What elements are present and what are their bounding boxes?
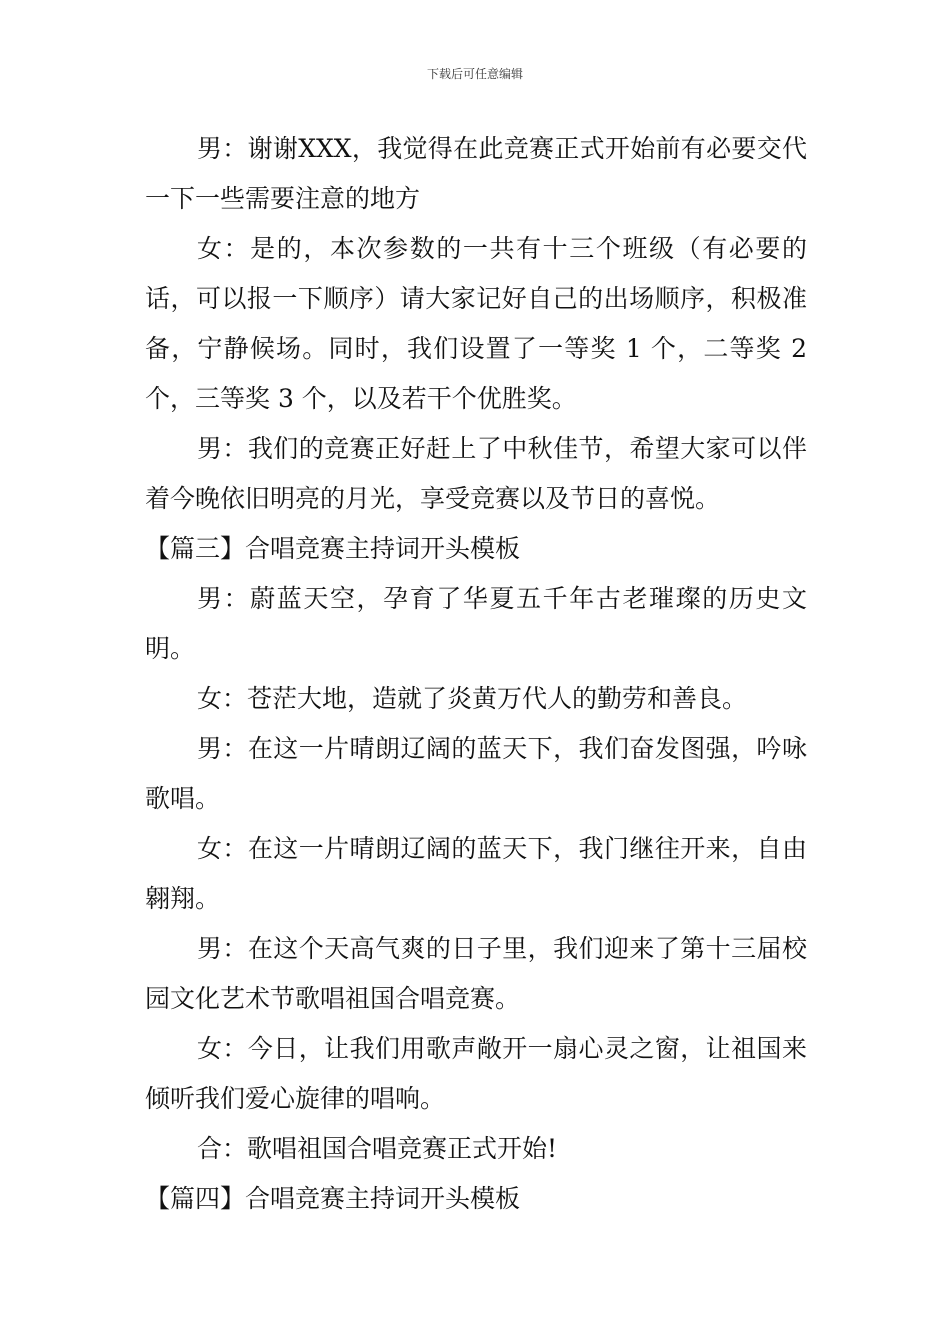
dialogue-paragraph: 合：歌唱祖国合唱竞赛正式开始! (197, 1134, 558, 1163)
dialogue-paragraph: 男：在这一片晴朗辽阔的蓝天下，我们奋发图强，吟咏歌唱。 (145, 734, 807, 813)
dialogue-paragraph: 男：我们的竞赛正好赶上了中秋佳节，希望大家可以伴着今晚依旧明亮的月光，享受竞赛以及节日的喜悦。 (145, 434, 807, 513)
dialogue-paragraph: 男：在这个天高气爽的日子里，我们迎来了第十三届校园文化艺术节歌唱祖国合唱竞赛。 (145, 934, 807, 1013)
dialogue-paragraph: 男：谢谢XXX，我觉得在此竞赛正式开始前有必要交代一下一些需要注意的地方 (145, 134, 807, 213)
dialogue-paragraph: 女：在这一片晴朗辽阔的蓝天下，我门继往开来，自由翱翔。 (145, 834, 807, 913)
dialogue-paragraph: 女：今日，让我们用歌声敞开一扇心灵之窗，让祖国来倾听我们爱心旋律的唱响。 (145, 1034, 807, 1113)
section-heading: 【篇四】合唱竞赛主持词开头模板 (145, 1184, 521, 1213)
section-heading: 【篇三】合唱竞赛主持词开头模板 (145, 534, 521, 563)
dialogue-paragraph: 男：蔚蓝天空，孕育了华夏五千年古老璀璨的历史文明。 (145, 584, 807, 663)
dialogue-paragraph: 女：是的，本次参数的一共有十三个班级（有必要的话，可以报一下顺序）请大家记好自己的出场顺序，积极准备，宁静候场。同时，我们设置了一等奖 1 个，二等奖 2 个，三等奖 3 个，以及若干个优胜奖。 (145, 234, 807, 413)
page-header: 下载后可任意编辑 (426, 67, 523, 81)
dialogue-paragraph: 女：苍茫大地，造就了炎黄万代人的勤劳和善良。 (197, 684, 748, 713)
document-body (145, 124, 807, 1224)
